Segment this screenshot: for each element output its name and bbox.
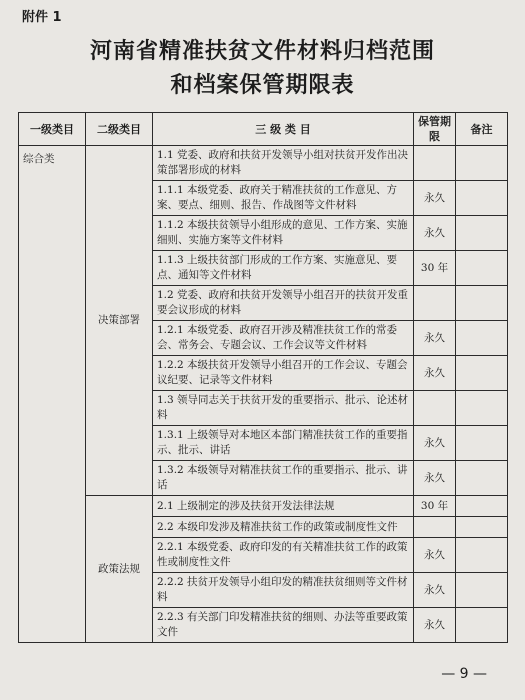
table-row <box>19 496 508 517</box>
remarks-cell <box>456 391 508 426</box>
remarks-cell <box>456 321 508 356</box>
level2-category-cell: 决策部署 <box>86 146 153 496</box>
retention-period-cell: 30 年 <box>414 496 456 517</box>
remarks-cell <box>456 146 508 181</box>
col-header-level1: 一级类目 <box>19 113 86 146</box>
remarks-cell <box>456 517 508 538</box>
retention-period-cell: 永久 <box>414 356 456 391</box>
table-row <box>19 146 508 181</box>
remarks-cell <box>456 538 508 573</box>
retention-period-cell <box>414 146 456 181</box>
col-header-level2: 二级类目 <box>86 113 153 146</box>
remarks-cell <box>456 356 508 391</box>
level3-item-cell: 2.2.2 扶贫开发领导小组印发的精准扶贫细则等文件材料 <box>153 573 414 608</box>
remarks-cell <box>456 461 508 496</box>
level3-item-cell: 2.1 上级制定的涉及扶贫开发法律法规 <box>153 496 414 517</box>
attachment-label: 附件 1 <box>22 10 62 25</box>
page-title-line1: 河南省精准扶贫文件材料归档范围 <box>89 38 435 64</box>
level3-item-cell: 1.2.1 本级党委、政府召开涉及精准扶贫工作的常委会、常务会、专题会议、工作会议等文件材料 <box>153 321 414 356</box>
level1-category-cell: 综合类 <box>19 146 86 643</box>
level3-item-cell: 1.1.1 本级党委、政府关于精准扶贫的工作意见、方案、要点、细则、报告、作战图等文件材料 <box>153 181 414 216</box>
level3-item-cell: 1.1 党委、政府和扶贫开发领导小组对扶贫开发作出决策部署形成的材料 <box>153 146 414 181</box>
level3-item-cell: 1.3 领导同志关于扶贫开发的重要指示、批示、论述材料 <box>153 391 414 426</box>
level3-item-cell: 1.1.3 上级扶贫部门形成的工作方案、实施意见、要点、通知等文件材料 <box>153 251 414 286</box>
retention-period-cell <box>414 391 456 426</box>
retention-table <box>18 112 508 643</box>
col-header-period: 保管期限 <box>414 113 456 146</box>
retention-period-cell: 永久 <box>414 538 456 573</box>
level3-item-cell: 1.2 党委、政府和扶贫开发领导小组召开的扶贫开发重要会议形成的材料 <box>153 286 414 321</box>
retention-period-cell: 永久 <box>414 608 456 643</box>
retention-period-cell: 永久 <box>414 216 456 251</box>
page-title-line2: 和档案保管期限表 <box>170 72 355 98</box>
remarks-cell <box>456 608 508 643</box>
page-number: — 9 — <box>441 666 487 682</box>
retention-period-cell: 永久 <box>414 573 456 608</box>
col-header-remarks: 备注 <box>456 113 508 146</box>
remarks-cell <box>456 426 508 461</box>
remarks-cell <box>456 181 508 216</box>
remarks-cell <box>456 251 508 286</box>
level3-item-cell: 2.2.1 本级党委、政府印发的有关精准扶贫工作的政策性或制度性文件 <box>153 538 414 573</box>
level3-item-cell: 2.2.3 有关部门印发精准扶贫的细则、办法等重要政策文件 <box>153 608 414 643</box>
retention-period-cell <box>414 517 456 538</box>
level3-item-cell: 1.2.2 本级扶贫开发领导小组召开的工作会议、专题会议纪要、记录等文件材料 <box>153 356 414 391</box>
table-header-row <box>19 113 508 146</box>
retention-period-cell: 永久 <box>414 461 456 496</box>
level3-item-cell: 1.3.2 本级领导对精准扶贫工作的重要指示、批示、讲话 <box>153 461 414 496</box>
level3-item-cell: 2.2 本级印发涉及精准扶贫工作的政策或制度性文件 <box>153 517 414 538</box>
retention-period-cell <box>414 286 456 321</box>
remarks-cell <box>456 496 508 517</box>
remarks-cell <box>456 286 508 321</box>
remarks-cell <box>456 573 508 608</box>
level2-category-cell: 政策法规 <box>86 496 153 643</box>
retention-period-cell: 永久 <box>414 181 456 216</box>
retention-period-cell: 30 年 <box>414 251 456 286</box>
retention-period-cell: 永久 <box>414 426 456 461</box>
level3-item-cell: 1.3.1 上级领导对本地区本部门精准扶贫工作的重要指示、批示、讲话 <box>153 426 414 461</box>
col-header-level3: 三 级 类 目 <box>153 113 414 146</box>
retention-period-cell: 永久 <box>414 321 456 356</box>
remarks-cell <box>456 216 508 251</box>
level3-item-cell: 1.1.2 本级扶贫领导小组形成的意见、工作方案、实施细则、实施方案等文件材料 <box>153 216 414 251</box>
